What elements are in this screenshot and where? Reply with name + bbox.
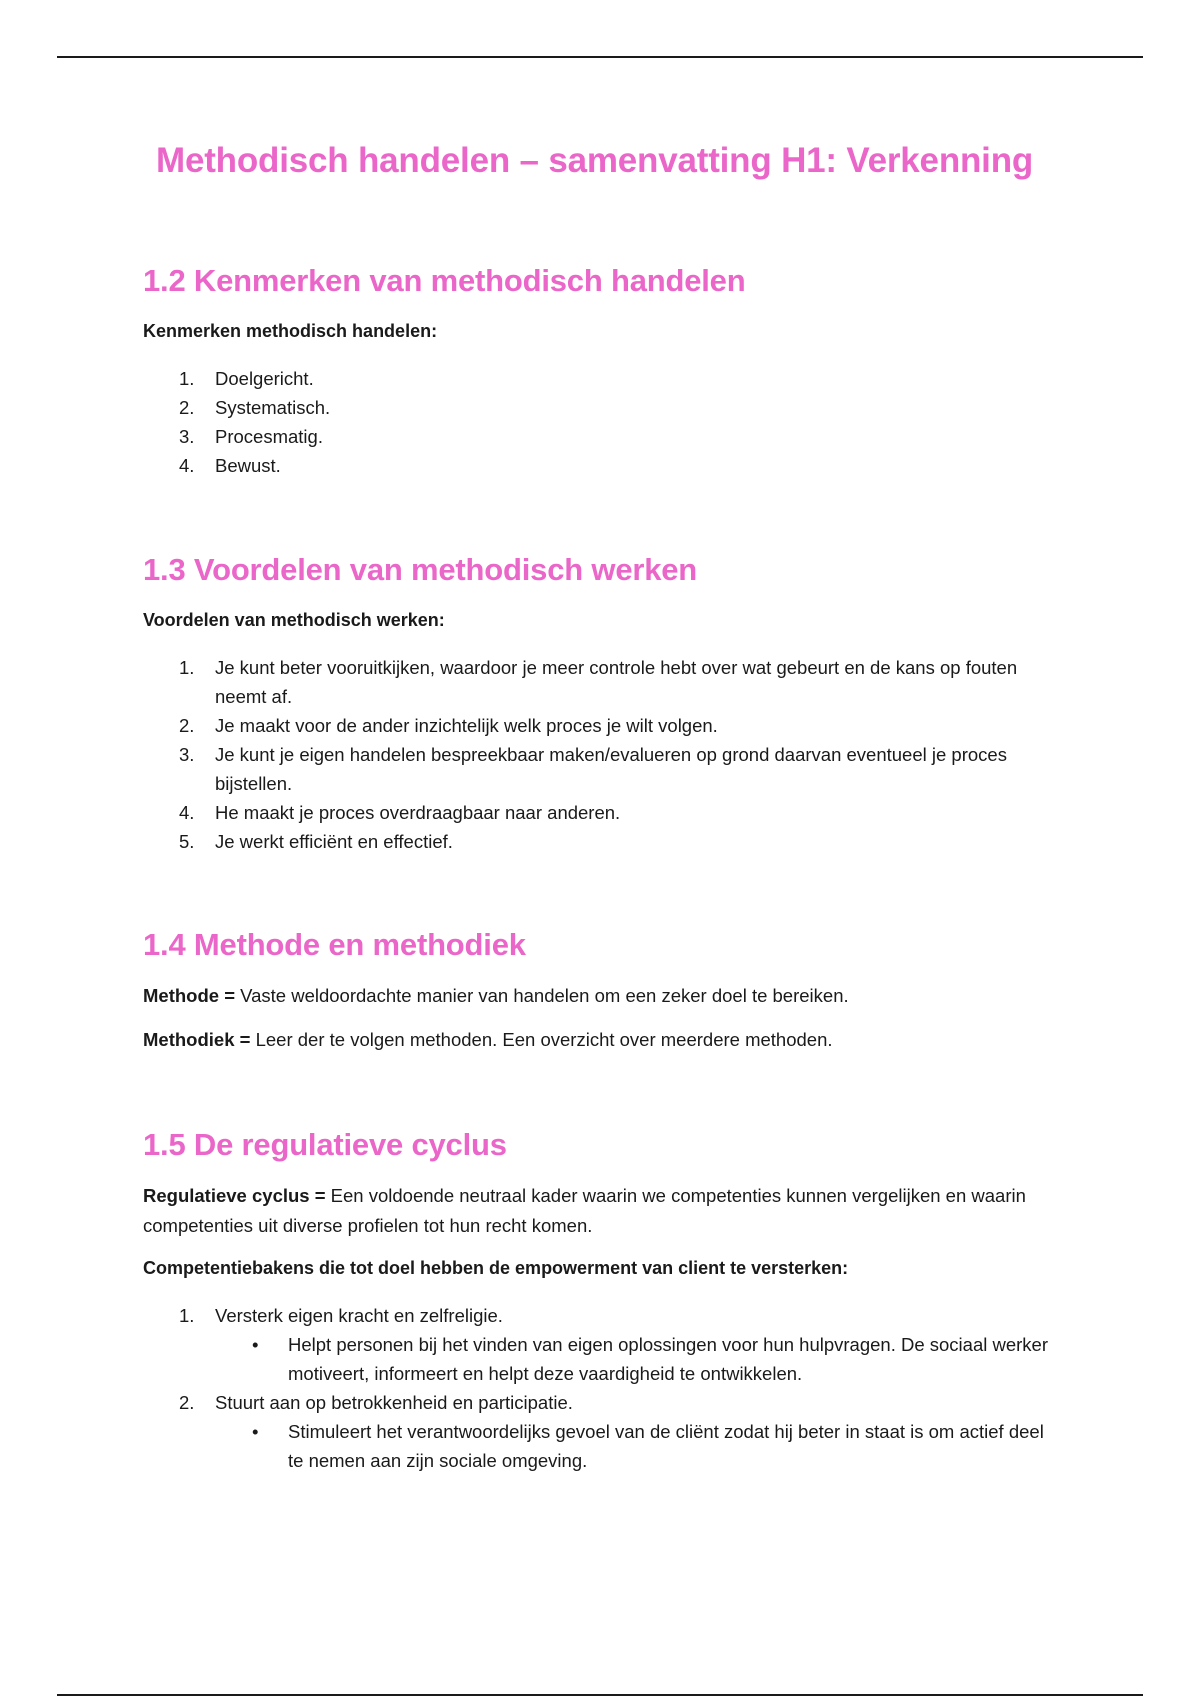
list-item-text: Bewust. — [215, 454, 281, 476]
section-lead: Voordelen van methodisch werken: — [143, 610, 445, 631]
bullet-item-text: Stimuleert het verantwoordelijks gevoel van de cliënt zodat hij beter in staat is om actief deel te nemen aan zijn sociale omgeving. — [288, 1421, 1044, 1472]
bullet-item-text: Helpt personen bij het vinden van eigen oplossingen voor hun hulpvragen. De sociaal werker motiveert, informeert en helpt deze vaardigheid te ontwikkelen. — [288, 1334, 1049, 1385]
list-item-text: Systematisch. — [215, 396, 331, 418]
document-page — [143, 140, 1063, 1472]
header-rule — [57, 56, 1143, 58]
numbered-list — [143, 653, 1063, 856]
list-item — [143, 364, 1063, 393]
numbered-list — [143, 1301, 1063, 1475]
list-item-text: Je maakt voor de ander inzichtelijk welk proces je wilt volgen. — [215, 714, 718, 736]
definition-methode — [143, 981, 1063, 1011]
numbered-list — [143, 364, 1063, 480]
definition-text: Leer der te volgen methoden. Een overzicht over meerdere methoden. — [250, 1028, 833, 1050]
section-methode — [143, 926, 1063, 1054]
list-item — [143, 827, 1063, 856]
list-item-text: He maakt je proces overdraagbaar naar anderen. — [215, 801, 621, 823]
list-number: 2. — [179, 396, 195, 418]
bullet-list — [215, 1330, 1063, 1388]
section-kenmerken — [143, 262, 1063, 480]
list-number: 4. — [179, 801, 195, 823]
section-heading: 1.4 Methode en methodiek — [143, 927, 526, 962]
list-item-text: Stuurt aan op betrokkenheid en participatie. — [215, 1392, 573, 1414]
list-item-text: Doelgericht. — [215, 367, 314, 389]
definition-term: Methode = — [143, 985, 235, 1007]
list-item-text: Procesmatig. — [215, 425, 323, 447]
definition-regulatieve-cyclus — [143, 1181, 1063, 1240]
document-title: Methodisch handelen – samenvatting H1: Verkenning — [156, 141, 1034, 180]
list-number: 1. — [179, 367, 195, 389]
bullet-item — [215, 1417, 1063, 1475]
section-lead: Kenmerken methodisch handelen: — [143, 321, 438, 342]
list-item-text: Je kunt beter vooruitkijken, waardoor je meer controle hebt over wat gebeurt en de kans op fouten neemt af. — [215, 656, 1018, 707]
list-item — [143, 740, 1063, 798]
list-number: 3. — [179, 425, 195, 447]
definition-text: Vaste weldoordachte manier van handelen om een zeker doel te bereiken. — [235, 985, 849, 1007]
list-number: 1. — [179, 656, 195, 678]
section-heading: 1.2 Kenmerken van methodisch handelen — [143, 263, 746, 298]
footer-rule — [57, 1694, 1143, 1696]
section-lead: Competentiebakens die tot doel hebben de empowerment van client te versterken: — [143, 1258, 849, 1279]
section-heading: 1.3 Voordelen van methodisch werken — [143, 552, 698, 587]
definition-text: Een voldoende neutraal kader waarin we competenties kunnen vergelijken en waarin competenties uit diverse profielen tot hun recht komen. — [143, 1185, 1026, 1236]
list-item — [143, 393, 1063, 422]
bullet-list — [215, 1417, 1063, 1475]
list-number: 1. — [179, 1305, 195, 1327]
list-item — [143, 1301, 1063, 1388]
list-item-text: Versterk eigen kracht en zelfreligie. — [215, 1305, 503, 1327]
list-item — [143, 1388, 1063, 1475]
definition-methodiek — [143, 1025, 1063, 1055]
list-item — [143, 711, 1063, 740]
list-item-text: Je kunt je eigen handelen bespreekbaar maken/evalueren op grond daarvan eventueel je proces bijstellen. — [215, 743, 1007, 794]
list-number: 2. — [179, 1392, 195, 1414]
list-number: 4. — [179, 454, 195, 476]
list-number: 2. — [179, 714, 195, 736]
list-item-text: Je werkt efficiënt en effectief. — [215, 830, 453, 852]
list-item — [143, 422, 1063, 451]
section-heading: 1.5 De regulatieve cyclus — [143, 1127, 507, 1162]
list-item — [143, 798, 1063, 827]
section-regulatieve-cyclus — [143, 1126, 1063, 1475]
definition-term: Regulatieve cyclus = — [143, 1185, 326, 1207]
bullet-icon: • — [252, 1334, 259, 1356]
bullet-icon: • — [252, 1421, 259, 1443]
list-item — [143, 653, 1063, 711]
bullet-item — [215, 1330, 1063, 1388]
definition-term: Methodiek = — [143, 1028, 251, 1050]
list-number: 5. — [179, 830, 195, 852]
section-voordelen — [143, 551, 1063, 856]
list-item — [143, 451, 1063, 480]
list-number: 3. — [179, 743, 195, 765]
